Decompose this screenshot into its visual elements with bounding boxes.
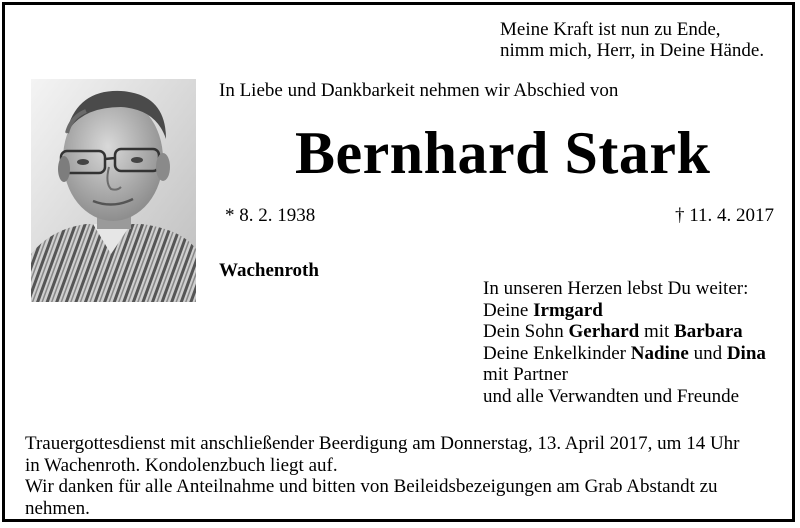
mourners-prefix: Deine [483, 299, 534, 321]
notice-line: nehmen. [25, 497, 90, 519]
mourners-line [483, 343, 766, 365]
notice-line: Trauergottesdienst mit anschließender Beerdigung am Donnerstag, 13. April 2017, um 14 Uhr [25, 433, 740, 454]
birth-date: * 8. 2. 1938 [225, 205, 316, 226]
mourners-connector: mit [639, 321, 675, 342]
mourner-name: Gerhard [568, 321, 640, 342]
mourners-connector: und [688, 342, 727, 364]
intro-text: In Liebe und Dankbarkeit nehmen wir Abschied von [219, 80, 619, 101]
quote-line-1: Meine Kraft ist nun zu Ende, [500, 19, 721, 40]
funeral-notice [25, 433, 740, 519]
mourner-name: Nadine [630, 342, 689, 364]
notice-line: in Wachenroth. Kondolenzbuch liegt auf. [25, 454, 338, 476]
quote-line-2: nimm mich, Herr, in Deine Hände. [500, 40, 765, 61]
mourners-line: In unseren Herzen lebst Du weiter: [483, 278, 749, 299]
deceased-name: Bernhard Stark [295, 120, 711, 186]
mourner-name: Barbara [674, 321, 743, 342]
mourner-name: Irmgard [533, 299, 603, 321]
mourners-line: und alle Verwandten und Freunde [483, 385, 740, 407]
mourners-line: mit Partner [483, 364, 568, 385]
mourners-list [483, 278, 766, 407]
obituary-frame [2, 2, 795, 522]
death-date: † 11. 4. 2017 [675, 205, 775, 226]
place-name: Wachenroth [219, 260, 319, 281]
notice-line: Wir danken für alle Anteilnahme und bitten von Beileidsbezeigungen am Grab Abstandt zu [25, 476, 718, 497]
mourner-name: Dina [726, 342, 766, 364]
portrait-photo [31, 79, 196, 302]
mourners-line [483, 321, 766, 343]
mourners-prefix: Deine Enkelkinder [483, 342, 631, 364]
mourners-prefix: Dein Sohn [483, 321, 569, 342]
quote-verse [500, 19, 764, 61]
mourners-line [483, 300, 766, 322]
